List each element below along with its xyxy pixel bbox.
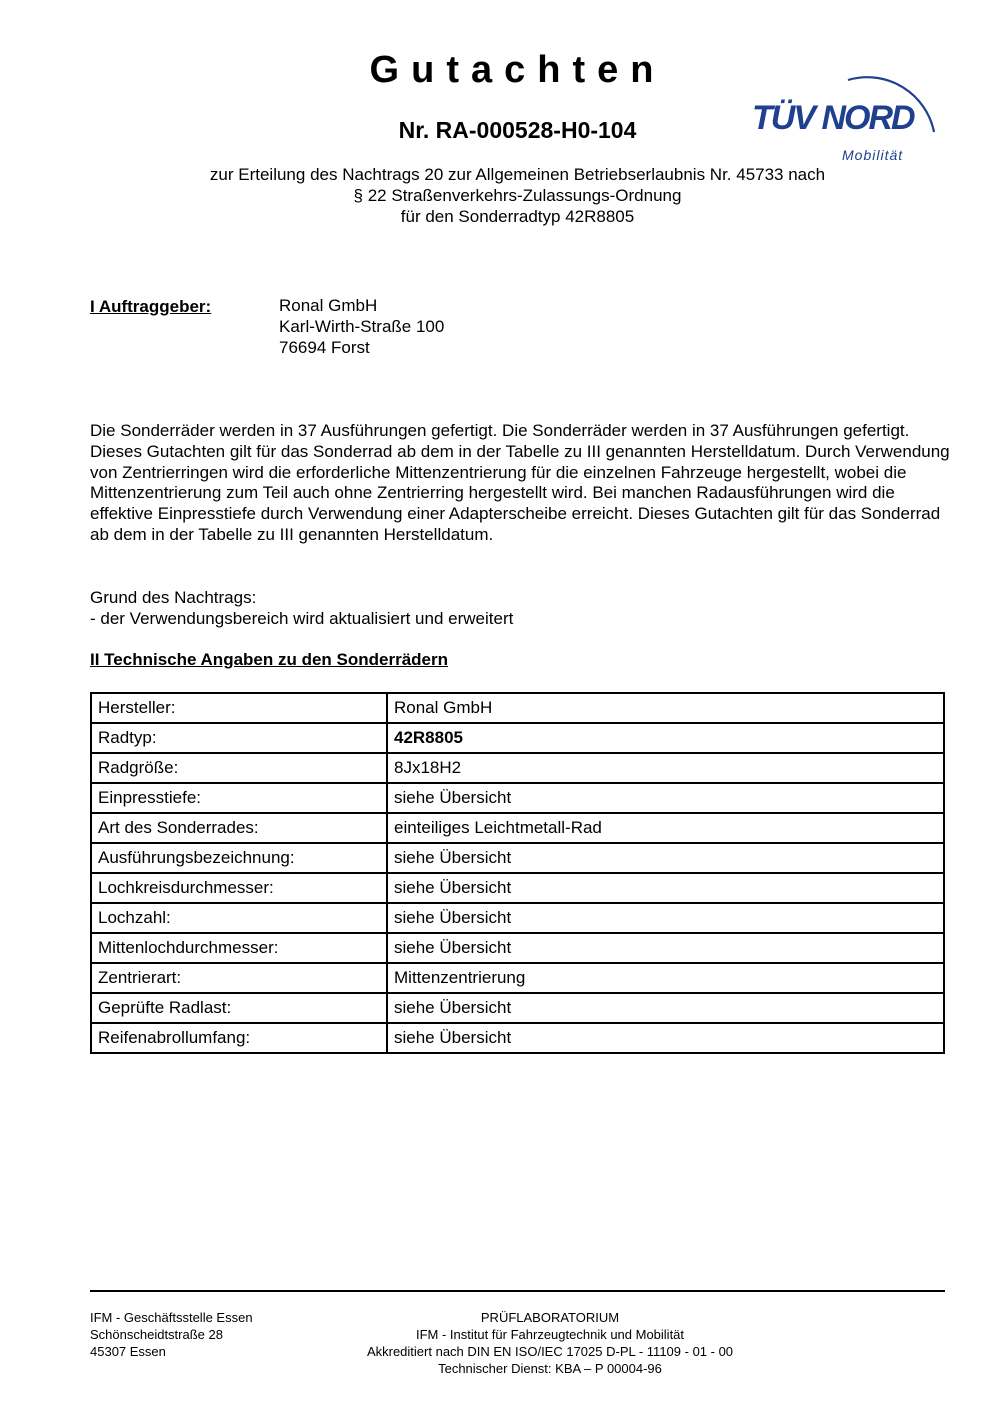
subtitle-line: für den Sonderradtyp 42R8805 <box>400 207 635 226</box>
document-number: Nr. RA-000528-H0-104 <box>398 117 637 143</box>
table-row <box>91 963 944 993</box>
footer-line: IFM - Geschäftsstelle Essen <box>90 1310 253 1325</box>
row-value: 42R8805 <box>387 723 944 753</box>
table-row <box>91 873 944 903</box>
footer-line: 45307 Essen <box>90 1344 166 1359</box>
row-label: Ausführungsbezeichnung: <box>91 843 387 873</box>
logo-sub-text: Mobilität <box>842 147 904 163</box>
footer-line: Akkreditiert nach DIN EN ISO/IEC 17025 D-PL - 11109 - 01 - 00 <box>366 1344 734 1359</box>
section-heading: II Technische Angaben zu den Sonderrädern <box>90 650 449 669</box>
row-label: Zentrierart: <box>91 963 387 993</box>
row-value: siehe Übersicht <box>387 1023 944 1053</box>
row-value: siehe Übersicht <box>387 873 944 903</box>
footer-line: Technischer Dienst: KBA – P 00004-96 <box>438 1361 662 1376</box>
table-row <box>91 1023 944 1053</box>
row-label: Geprüfte Radlast: <box>91 993 387 1023</box>
table-row <box>91 753 944 783</box>
row-value: siehe Übersicht <box>387 843 944 873</box>
description-paragraph: Die Sonderräder werden in 37 Ausführungen gefertigt. Die Sonderräder werden in 37 Ausführungen gefertigt. Dieses Gutachten gilt für das Sonderrad ab dem in der Tabelle zu III genannten Herstelldatum. Durch Verwendung von Zentrierringen wird die erforderliche Mittenzentrierung für die einzelnen Fahrzeuge hergestellt, wobei die Mittenzentrierung zum Teil auch ohne Zentrierring hergestellt wird. Bei manchen Radausführungen wird die effektive Einpresstiefe durch Verwendung einer Adapterscheibe erreicht. Dieses Gutachten gilt für das Sonderrad ab dem in der Tabelle zu III genannten Herstelldatum. <box>90 421 950 544</box>
client-street: Karl-Wirth-Straße 100 <box>279 317 445 336</box>
document-subtitle <box>0 164 993 227</box>
row-value: siehe Übersicht <box>387 993 944 1023</box>
row-label: Lochkreisdurchmesser: <box>91 873 387 903</box>
tuev-nord-logo <box>748 46 948 166</box>
row-value: 8Jx18H2 <box>387 753 944 783</box>
footer-line: IFM - Institut für Fahrzeugtechnik und Mobilität <box>415 1327 685 1342</box>
row-label: Radgröße: <box>91 753 387 783</box>
row-label: Hersteller: <box>91 693 387 723</box>
subtitle-line: zur Erteilung des Nachtrags 20 zur Allgemeinen Betriebserlaubnis Nr. 45733 nach <box>209 165 826 184</box>
footer-office-address <box>90 1309 253 1360</box>
table-row <box>91 933 944 963</box>
row-value: siehe Übersicht <box>387 783 944 813</box>
row-value: siehe Übersicht <box>387 903 944 933</box>
row-label: Reifenabrollumfang: <box>91 1023 387 1053</box>
row-label: Art des Sonderrades: <box>91 813 387 843</box>
technical-data-table <box>90 692 945 1054</box>
table-row <box>91 993 944 1023</box>
reason-heading: Grund des Nachtrags: <box>90 588 257 607</box>
footer-line: Schönscheidtstraße 28 <box>90 1327 223 1342</box>
row-value: Ronal GmbH <box>387 693 944 723</box>
row-label: Einpresstiefe: <box>91 783 387 813</box>
footer-line: PRÜFLABORATORIUM <box>480 1310 620 1325</box>
row-label: Mittenlochdurchmesser: <box>91 933 387 963</box>
reason-item: - der Verwendungsbereich wird aktualisiert und erweitert <box>90 608 514 628</box>
row-value: einteiliges Leichtmetall-Rad <box>387 813 944 843</box>
client-label: I Auftraggeber: <box>90 297 212 316</box>
table-row <box>91 903 944 933</box>
client-address <box>279 295 444 358</box>
row-value: Mittenzentrierung <box>387 963 944 993</box>
document-title: Gutachten <box>369 49 666 91</box>
row-label: Lochzahl: <box>91 903 387 933</box>
row-label: Radtyp: <box>91 723 387 753</box>
table-row <box>91 693 944 723</box>
table-row <box>91 723 944 753</box>
footer-divider <box>90 1290 945 1292</box>
table-row <box>91 783 944 813</box>
row-value: siehe Übersicht <box>387 933 944 963</box>
client-city: 76694 Forst <box>279 338 370 357</box>
client-name: Ronal GmbH <box>279 296 378 315</box>
logo-brand-text: TÜV NORD <box>752 99 914 137</box>
subtitle-line: § 22 Straßenverkehrs-Zulassungs-Ordnung <box>353 186 682 205</box>
table-row <box>91 843 944 873</box>
amendment-reason <box>90 588 950 630</box>
footer-laboratory-info <box>300 1309 800 1377</box>
table-row <box>91 813 944 843</box>
